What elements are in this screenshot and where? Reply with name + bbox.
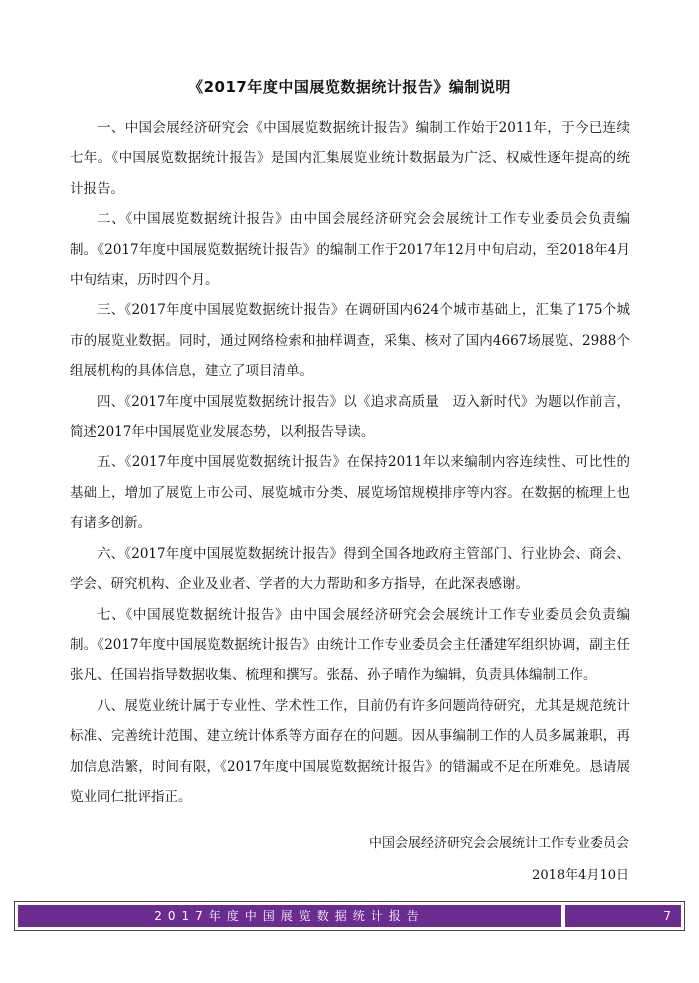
footer-page-number: 7	[565, 905, 681, 927]
page-footer	[14, 901, 685, 931]
body-text	[70, 113, 630, 812]
footer-report-name: 2017年度中国展览数据统计报告	[18, 905, 561, 927]
paragraph-8: 八、展览业统计属于专业性、学术性工作，目前仍有许多问题尚待研究，尤其是规范统计标准、完善统计范围、建立统计体系等方面存在的问题。因从事编制工作的人员多属兼职，再加信息浩繁，时间有限，《2017年度中国展览数据统计报告》的错漏或不足在所难免。恳请展览业同仁批评指正。	[70, 697, 630, 805]
paragraph-1: 一、中国会展经济研究会《中国展览数据统计报告》编制工作始于2011年，于今已连续七年。《中国展览数据统计报告》是国内汇集展览业统计数据最为广泛、权威性逐年提高的统计报告。	[70, 120, 630, 197]
paragraph-3: 三、《2017年度中国展览数据统计报告》在调研国内624个城市基础上，汇集了175个城市的展览业数据。同时，通过网络检索和抽样调查，采集、核对了国内4667场展览、2988个组展机构的具体信息，建立了项目清单。	[70, 302, 630, 380]
paragraph-6: 六、《2017年度中国展览数据统计报告》得到全国各地政府主管部门、行业协会、商会、学会、研究机构、企业及业者、学者的大力帮助和多方指导，在此深表感谢。	[70, 545, 630, 593]
paragraph-5: 五、《2017年度中国展览数据统计报告》在保持2011年以来编制内容连续性、可比性的基础上，增加了展览上市公司、展览城市分类、展览场馆规模排序等内容。在数据的梳理上也有诸多创新。	[70, 454, 630, 532]
paragraph-2: 二、《中国展览数据统计报告》由中国会展经济研究会会展统计工作专业委员会负责编制。《2017年度中国展览数据统计报告》的编制工作于2017年12月中旬启动，至2018年4月中旬结束，历时四个月。	[70, 211, 630, 289]
signature-organization: 中国会展经济研究会会展统计工作专业委员会	[368, 836, 629, 851]
paragraph-4: 四、《2017年度中国展览数据统计报告》以《追求高质量 迈入新时代》为题以作前言，简述2017年中国展览业发展态势，以利报告导读。	[70, 393, 630, 441]
signature-date: 2018年4月10日	[532, 868, 629, 883]
page-title: 《2017年度中国展览数据统计报告》编制说明	[188, 78, 511, 96]
paragraph-7: 七、《中国展览数据统计报告》由中国会展经济研究会会展统计工作专业委员会负责编制。《2017年度中国展览数据统计报告》由统计工作专业委员会主任潘建军组织协调，副主任张凡、任国岩指导数据收集、梳理和撰写。张磊、孙子晴作为编辑，负责具体编制工作。	[70, 606, 630, 684]
